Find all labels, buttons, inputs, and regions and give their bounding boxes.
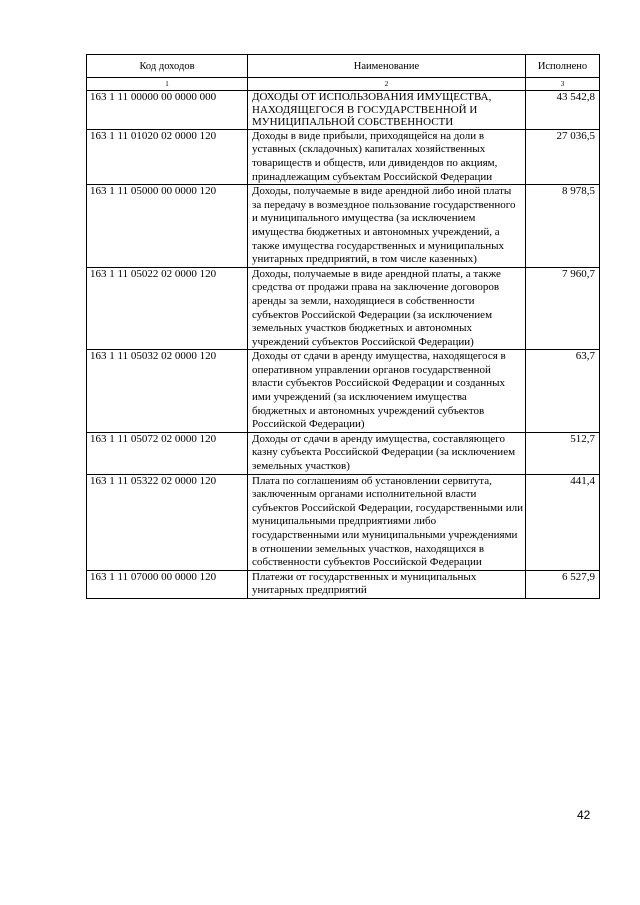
revenue-value: 6 527,9 xyxy=(526,570,600,598)
revenue-code: 163 1 11 05000 00 0000 120 xyxy=(87,185,248,268)
table-row xyxy=(87,350,600,433)
revenue-code: 163 1 11 07000 00 0000 120 xyxy=(87,570,248,598)
table-row xyxy=(87,474,600,570)
revenue-value: 441,4 xyxy=(526,474,600,570)
revenue-code: 163 1 11 05072 02 0000 120 xyxy=(87,432,248,474)
revenue-name: Плата по соглашениям об установлении сервитута, заключенным органами исполнительной власти субъектов Российской Федерации, государственными или муниципальными предприятиями либо государственными или муниципальными учреждениями в отношении земельных участков, находящихся в собственности субъектов Российской Федерации xyxy=(248,474,526,570)
table-row xyxy=(87,129,600,184)
revenue-value: 8 978,5 xyxy=(526,185,600,268)
revenue-name: ДОХОДЫ ОТ ИСПОЛЬЗОВАНИЯ ИМУЩЕСТВА, НАХОДЯЩЕГОСЯ В ГОСУДАРСТВЕННОЙ И МУНИЦИПАЛЬНОЙ СОБСТВЕННОСТИ xyxy=(248,91,526,130)
revenue-value: 7 960,7 xyxy=(526,267,600,350)
revenue-code: 163 1 11 05322 02 0000 120 xyxy=(87,474,248,570)
header-name: Наименование xyxy=(248,55,526,78)
revenue-name: Доходы, получаемые в виде арендной либо иной платы за передачу в возмездное пользование государственного и муниципального имущества (за исключением имущества бюджетных и автономных учреждений, а также имущества государственных и муниципальных унитарных предприятий, в том числе казенных) xyxy=(248,185,526,268)
table-row xyxy=(87,432,600,474)
page-number: 42 xyxy=(577,808,591,822)
header-number-row xyxy=(87,78,600,91)
header-executed: Исполнено xyxy=(526,55,600,78)
table-row xyxy=(87,91,600,130)
revenue-name: Доходы от сдачи в аренду имущества, составляющего казну субъекта Российской Федерации (за исключением земельных участков) xyxy=(248,432,526,474)
revenue-value: 27 036,5 xyxy=(526,129,600,184)
revenue-table xyxy=(86,54,600,599)
column-number-2: 2 xyxy=(248,78,526,91)
revenue-code: 163 1 11 05032 02 0000 120 xyxy=(87,350,248,433)
table-row xyxy=(87,185,600,268)
header-row xyxy=(87,55,600,78)
column-number-3: 3 xyxy=(526,78,600,91)
revenue-name: Доходы, получаемые в виде арендной платы, а также средства от продажи права на заключение договоров аренды за земли, находящиеся в собственности субъектов Российской Федерации (за исключением земельных участков бюджетных и автономных учреждений субъектов Российской Федерации) xyxy=(248,267,526,350)
table-row xyxy=(87,570,600,598)
column-number-1: 1 xyxy=(87,78,248,91)
revenue-code: 163 1 11 05022 02 0000 120 xyxy=(87,267,248,350)
revenue-name: Доходы от сдачи в аренду имущества, находящегося в оперативном управлении органов государственной власти субъектов Российской Федерации и созданных ими учреждений (за исключением имущества бюджетных и автономных учреждений субъектов Российской Федерации) xyxy=(248,350,526,433)
revenue-code: 163 1 11 00000 00 0000 000 xyxy=(87,91,248,130)
table-row xyxy=(87,267,600,350)
header-code: Код доходов xyxy=(87,55,248,78)
revenue-value: 43 542,8 xyxy=(526,91,600,130)
revenue-name: Доходы в виде прибыли, приходящейся на доли в уставных (складочных) капиталах хозяйственных товариществ и обществ, или дивидендов по акциям, принадлежащим субъектам Российской Федерации xyxy=(248,129,526,184)
revenue-value: 512,7 xyxy=(526,432,600,474)
revenue-value: 63,7 xyxy=(526,350,600,433)
revenue-name: Платежи от государственных и муниципальных унитарных предприятий xyxy=(248,570,526,598)
revenue-code: 163 1 11 01020 02 0000 120 xyxy=(87,129,248,184)
